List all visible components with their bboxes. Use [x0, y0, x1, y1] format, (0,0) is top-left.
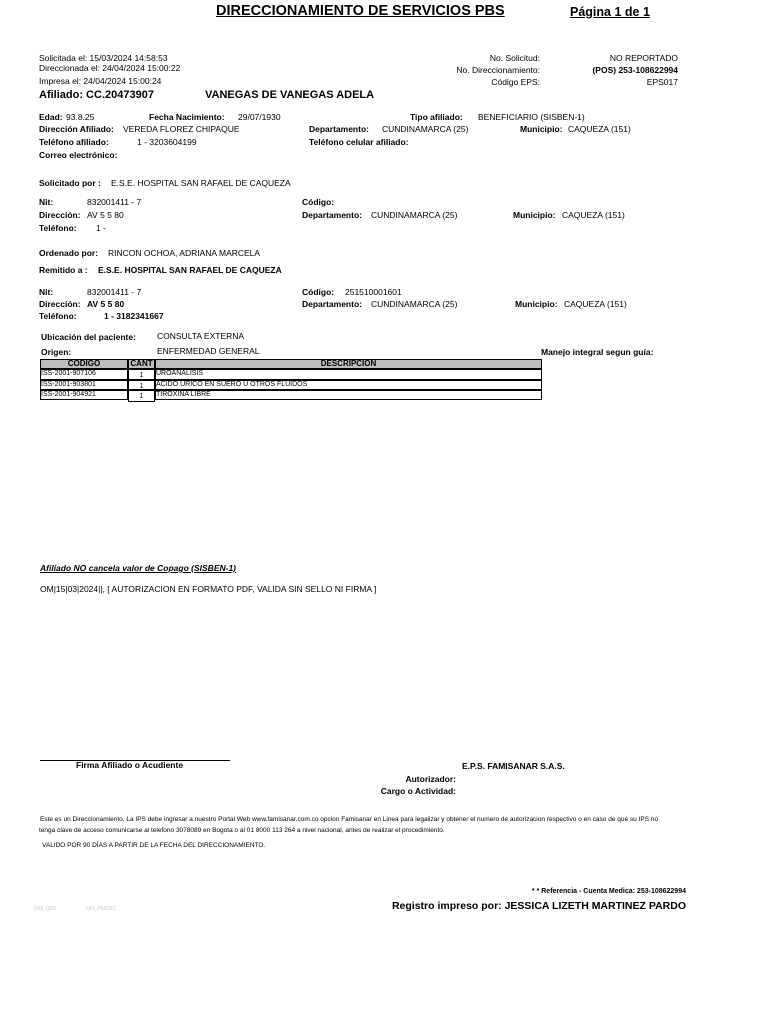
ubicacion-value: CONSULTA EXTERNA — [157, 331, 245, 341]
fecha-nacimiento-label: Fecha Nacimiento: — [149, 112, 225, 122]
solicitado-telefono-label: Teléfono: — [39, 223, 77, 233]
remitido-municipio-label: Municipio: — [515, 299, 558, 309]
solicitado-codigo-label: Código: — [302, 197, 335, 207]
departamento-afiliado-value: CUNDINAMARCA (25) — [382, 124, 469, 134]
row-3-cant: 1 — [128, 390, 155, 402]
codigo-eps-label: Código EPS: — [491, 77, 540, 87]
remitido-municipio-value: CAQUEZA (151) — [564, 299, 627, 309]
cargo-label: Cargo o Actividad: — [380, 786, 456, 796]
document-title: DIRECCIONAMIENTO DE SERVICIOS PBS — [216, 3, 505, 19]
solicitado-por-value: E.S.E. HOSPITAL SAN RAFAEL DE CAQUEZA — [111, 178, 291, 188]
row-3-descripcion: TIROXINA LIBRE — [155, 390, 542, 400]
departamento-afiliado-label: Departamento: — [309, 124, 369, 134]
solicitado-direccion-label: Dirección: — [39, 210, 81, 220]
solicitado-municipio-value: CAQUEZA (151) — [562, 210, 625, 220]
row-2-descripcion: ACIDO URICO EN SUERO U OTROS FLUIDOS — [155, 380, 542, 390]
telefono-celular-label: Teléfono celular afiliado: — [309, 137, 409, 147]
header-codigo: CODIGO — [40, 359, 128, 369]
remitido-telefono-value: 1 - 3182341667 — [104, 311, 164, 321]
remitido-direccion-label: Dirección: — [39, 299, 81, 309]
municipio-afiliado-label: Municipio: — [520, 124, 563, 134]
row-1-codigo: ISS-2001-907106 — [40, 369, 128, 380]
fecha-nacimiento-value: 29/07/1930 — [238, 112, 281, 122]
referencia-cuenta: * * Referencia - Cuenta Medica: 253-108622994 — [531, 888, 686, 895]
row-1-descripcion: UROANALISIS — [155, 369, 542, 380]
direccion-afiliado-label: Dirección Afiliado: — [39, 124, 114, 134]
impresa-date: Impresa el: 24/04/2024 15:00:24 — [39, 76, 162, 86]
remitido-a-label: Remitido a : — [39, 265, 88, 275]
notice-line-2: tenga clave de acceso comunicarse al telefono 3078089 en Bogota o al 01 8000 113 264 a nivel nacional, antes de realizar el procedimiento. — [39, 827, 445, 834]
correo-label: Correo electrónico: — [39, 150, 118, 160]
solicitado-por-label: Solicitado por : — [39, 178, 101, 188]
autorizador-label: Autorizador: — [405, 774, 456, 784]
validez-note: VALIDO POR 90 DÍAS A PARTIR DE LA FECHA DEL DIRECCIONAMIENTO. — [42, 842, 266, 849]
origen-value: ENFERMEDAD GENERAL — [157, 346, 260, 356]
afiliado-name: VANEGAS DE VANEGAS ADELA — [205, 89, 375, 101]
municipio-afiliado-value: CAQUEZA (151) — [568, 124, 631, 134]
solicitado-nit-value: 832001411 - 7 — [87, 197, 142, 207]
direccionada-date: Direccionada el: 24/04/2024 15:00:22 — [39, 63, 181, 73]
tipo-afiliado-value: BENEFICIARIO (SISBEN-1) — [478, 112, 585, 122]
codigo-eps-value: EPS017 — [646, 77, 678, 87]
observacion-text: OM|15|03|2024||, [ AUTORIZACION EN FORMATO PDF, VALIDA SIN SELLO NI FIRMA ] — [40, 584, 377, 594]
no-solicitud-label: No. Solicitud: — [489, 53, 540, 63]
telefono-afiliado-value: 1 - 3203604199 — [137, 137, 197, 147]
registro-impreso: Registro impreso por: JESSICA LIZETH MARTINEZ PARDO — [391, 900, 686, 912]
no-direccionamiento-label: No. Direccionamiento: — [456, 65, 540, 75]
solicitado-nit-label: Nit: — [39, 197, 54, 207]
row-2-cant: 1 — [128, 380, 155, 390]
ubicacion-label: Ubicación del paciente: — [41, 332, 136, 342]
no-direccionamiento-value: (POS) 253-108622994 — [592, 65, 678, 75]
afiliado-id: Afiliado: CC.20473907 — [39, 89, 154, 101]
page-number: Página 1 de 1 — [570, 5, 650, 19]
solicitado-municipio-label: Municipio: — [513, 210, 556, 220]
remitido-nit-value: 832001411 - 7 — [87, 287, 142, 297]
row-3-codigo: ISS-2001-904921 — [40, 390, 128, 400]
notice-line-1: Este es un Direccionamiento. La IPS debe ingresar a nuestro Portal Web www.famisanar.com.co opcion Famisanar en Linea para legalizar y obtener el numero de autorizacion respectivo o en caso de que su IPS no — [40, 816, 659, 823]
ordenado-por-label: Ordenado por: — [39, 248, 99, 258]
firma-label: Firma Afiliado o Acudiente — [76, 760, 184, 770]
row-2-codigo: ISS-2001-903801 — [40, 380, 128, 390]
header-cant: CANT — [128, 359, 155, 369]
row-1-cant: 1 — [128, 369, 155, 380]
remitido-telefono-label: Teléfono: — [39, 311, 77, 321]
remitido-nit-label: Nit: — [39, 287, 54, 297]
remitido-a-value: E.S.E. HOSPITAL SAN RAFAEL DE CAQUEZA — [98, 265, 282, 275]
remitido-direccion-value: AV 5 5 80 — [87, 299, 125, 309]
remitido-codigo-value: 251510001601 — [345, 287, 402, 297]
remitido-codigo-label: Código: — [302, 287, 335, 297]
tipo-afiliado-label: Tipo afiliado: — [410, 112, 463, 122]
eps-name: E.P.S. FAMISANAR S.A.S. — [462, 761, 565, 771]
manejo-integral-label: Manejo integral segun guía: — [541, 347, 654, 357]
ordenado-por-value: RINCON OCHOA, ADRIANA MARCELA — [108, 248, 261, 258]
remitido-departamento-value: CUNDINAMARCA (25) — [371, 299, 458, 309]
telefono-afiliado-label: Teléfono afiliado: — [39, 137, 109, 147]
header-descripcion: DESCRIPCION — [155, 359, 542, 369]
copago-note: Afiliado NO cancela valor de Copago (SISBEN-1) — [40, 563, 237, 573]
edad-value: 93.8.25 — [66, 112, 95, 122]
remitido-departamento-label: Departamento: — [302, 299, 362, 309]
no-solicitud-value: NO REPORTADO — [609, 53, 678, 63]
solicitado-departamento-value: CUNDINAMARCA (25) — [371, 210, 458, 220]
solicitado-telefono-value: 1 - — [96, 223, 106, 233]
solicitado-direccion-value: AV 5 5 80 — [87, 210, 124, 220]
faint-code-1: OM_Q01 — [34, 906, 57, 912]
solicitada-date: Solicitada el: 15/03/2024 14:58:53 — [39, 53, 168, 63]
origen-label: Origen: — [41, 347, 72, 357]
faint-code-2: NO_PRESC — [86, 906, 117, 912]
solicitado-departamento-label: Departamento: — [302, 210, 362, 220]
direccion-afiliado-value: VEREDA FLOREZ CHIPAQUE — [123, 124, 240, 134]
edad-label: Edad: — [39, 112, 63, 122]
